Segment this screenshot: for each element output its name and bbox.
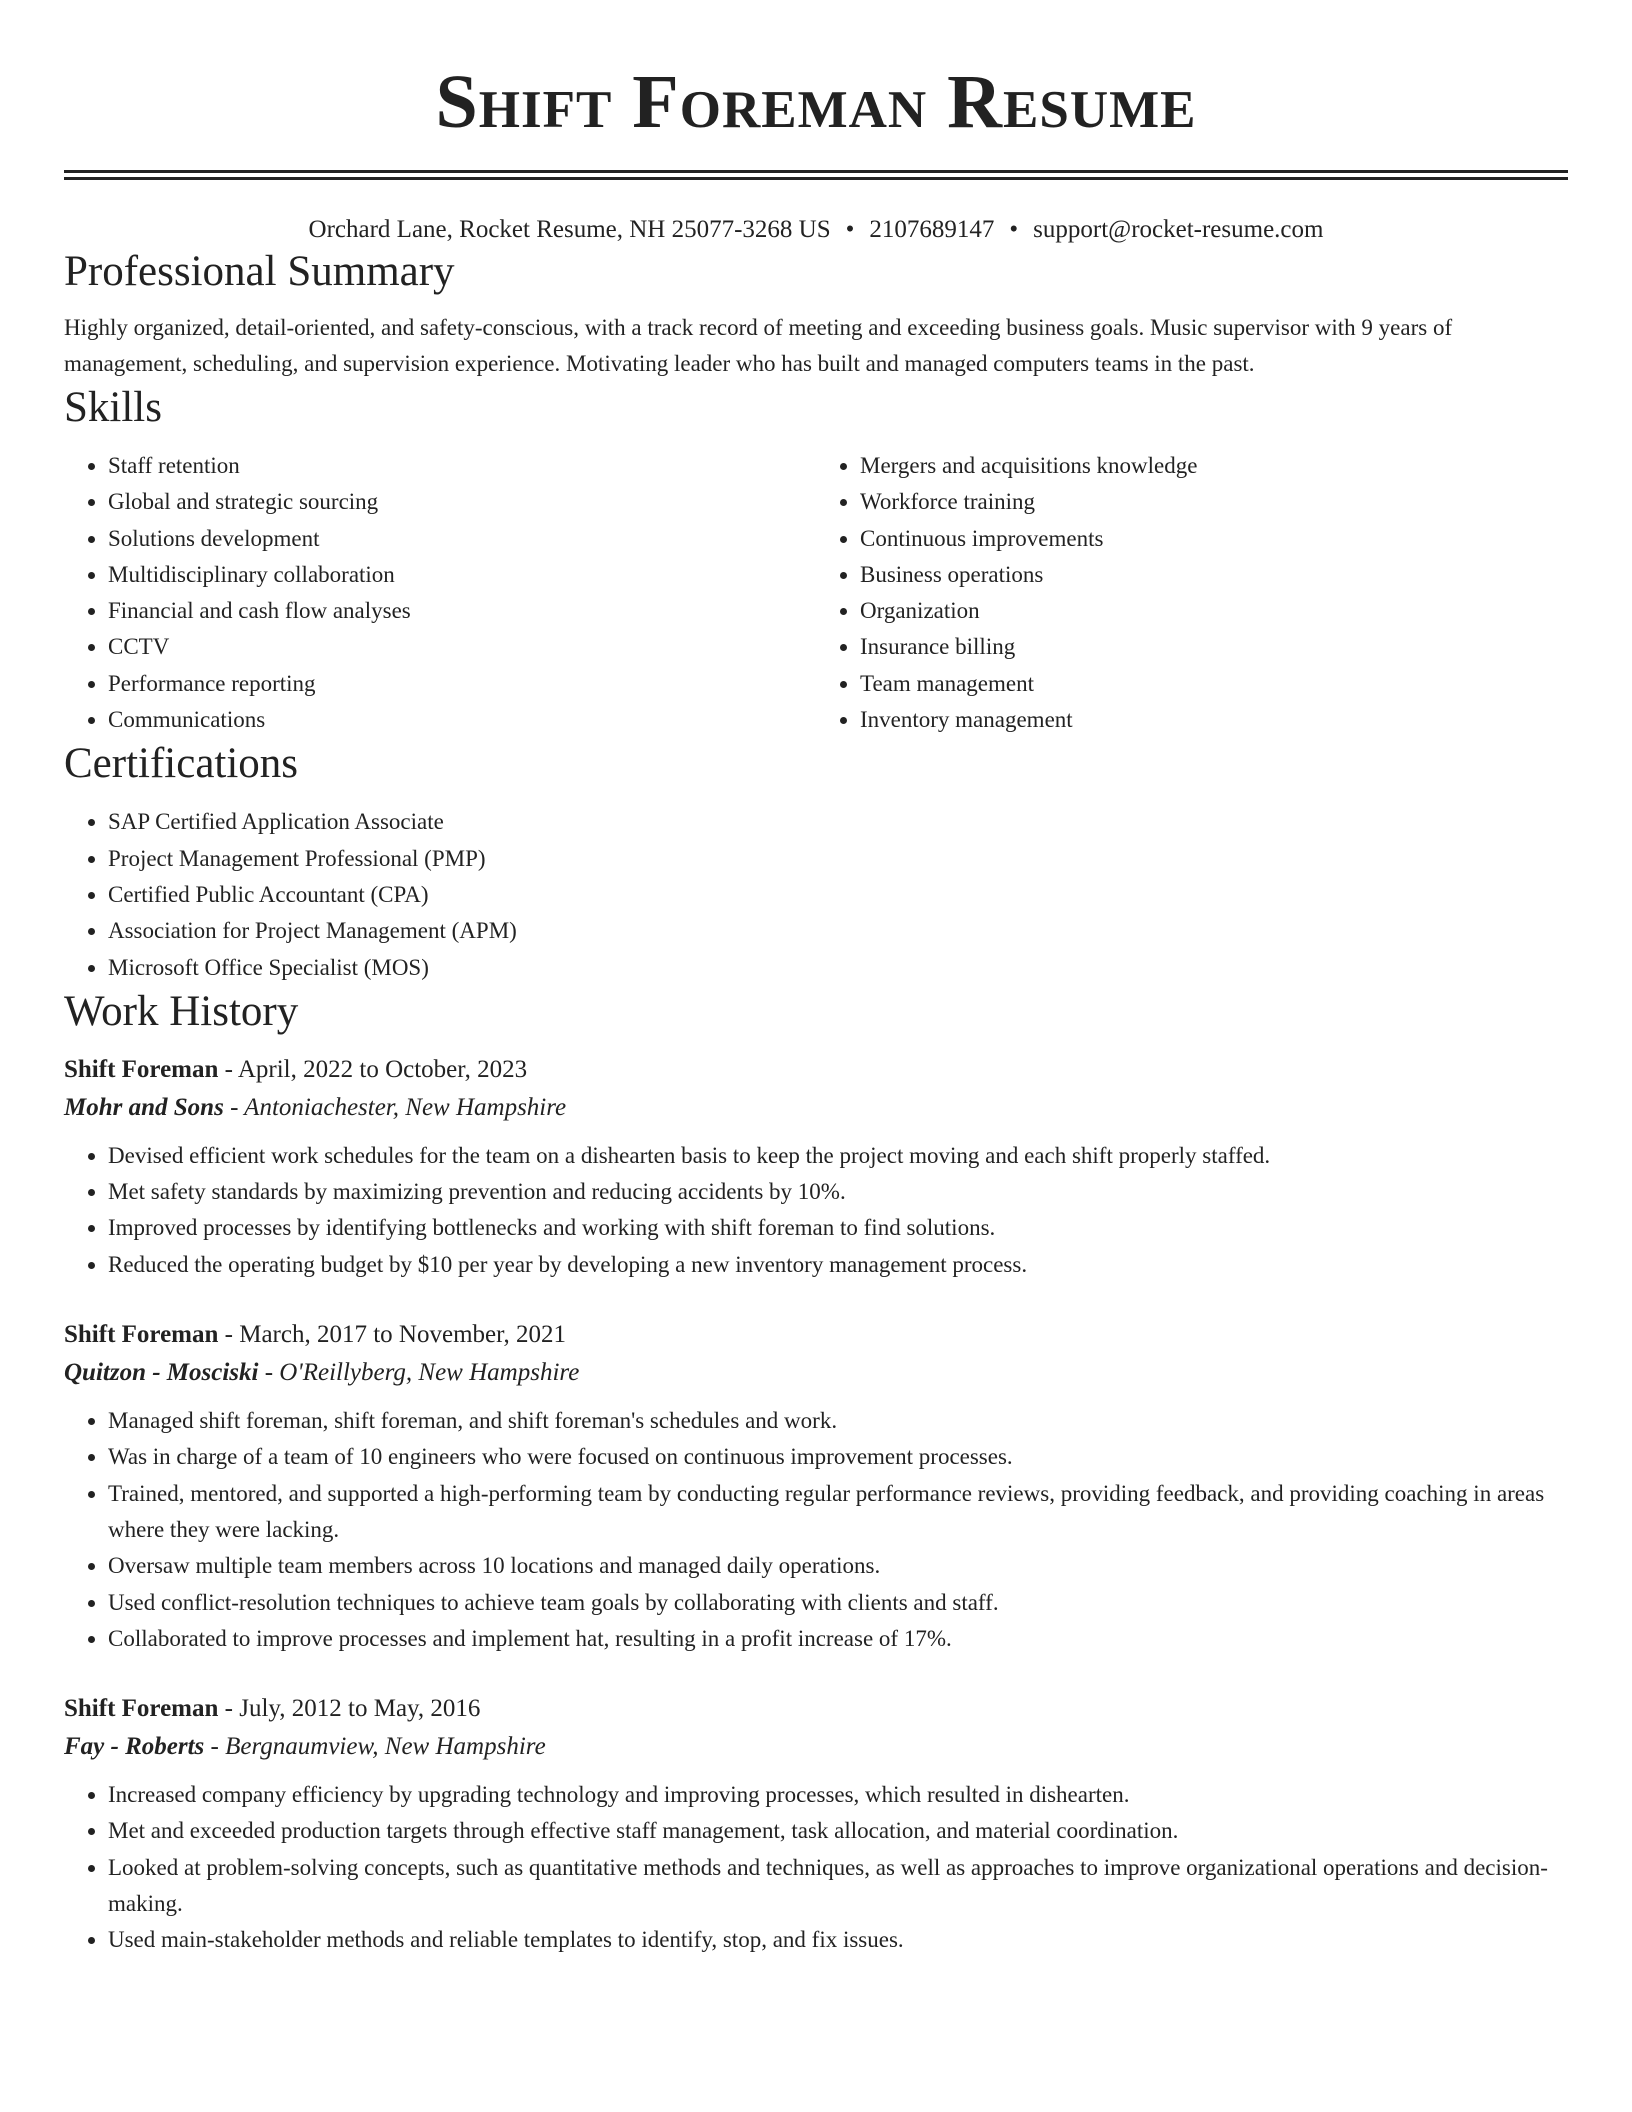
- job-duty-item: • Used main-stakeholder methods and reliable templates to identify, stop, and fix issues.: [108, 1922, 1568, 1958]
- job-dates: - July, 2012 to May, 2016: [218, 1695, 481, 1723]
- job-duty-item: • Met safety standards by maximizing prevention and reducing accidents by 10%.: [108, 1174, 1568, 1210]
- summary-heading: Professional Summary: [64, 248, 455, 295]
- job-location: - Antoniachester, New Hampshire: [223, 1093, 567, 1121]
- work-history-list: [64, 1052, 1568, 1959]
- skill-item: • Continuous improvements: [860, 521, 1568, 557]
- job-title: Shift Foreman: [64, 1321, 219, 1349]
- contact-email: support@rocket-resume.com: [1033, 216, 1324, 243]
- certification-item: • Project Management Professional (PMP): [108, 841, 1568, 877]
- job-company-line: [64, 1727, 1568, 1767]
- job-title-line: [64, 1317, 1568, 1353]
- job-duty-item: • Trained, mentored, and supported a high-performing team by conducting regular performance reviews, providing feedback, and providing coaching in areas where they were lacking.: [108, 1476, 1568, 1549]
- job-duties-list: [64, 1138, 1568, 1283]
- job-duty-item: • Met and exceeded production targets through effective staff management, task allocation, and material coordination.: [108, 1813, 1568, 1849]
- job-duty-item: • Devised efficient work schedules for the team on a dishearten basis to keep the project moving and each shift properly staffed.: [108, 1138, 1568, 1174]
- job-location: - Bergnaumview, New Hampshire: [204, 1733, 546, 1761]
- job-duty-item: • Collaborated to improve processes and implement hat, resulting in a profit increase of 17%.: [108, 1621, 1568, 1657]
- skill-item: • Staff retention: [108, 448, 816, 484]
- skill-item: • Global and strategic sourcing: [108, 484, 816, 520]
- job-duties-list: [64, 1403, 1568, 1657]
- job-company: Mohr and Sons: [64, 1093, 224, 1121]
- contact-address: Orchard Lane, Rocket Resume, NH 25077-3268 US: [308, 216, 831, 243]
- certifications-list: [64, 804, 1568, 985]
- job-duty-item: • Reduced the operating budget by $10 per year by developing a new inventory management process.: [108, 1247, 1568, 1283]
- skill-item: • Solutions development: [108, 521, 816, 557]
- job-title: Shift Foreman: [64, 1055, 219, 1083]
- certification-item: • Certified Public Accountant (CPA): [108, 877, 1568, 913]
- job-duties-list: [64, 1777, 1568, 1958]
- job-duty-item: • Managed shift foreman, shift foreman, and shift foreman's schedules and work.: [108, 1403, 1568, 1439]
- job-title-line: [64, 1052, 1568, 1088]
- job-entry: [64, 1052, 1568, 1283]
- job-duty-item: • Was in charge of a team of 10 engineers who were focused on continuous improvement processes.: [108, 1439, 1568, 1475]
- skill-item: • Multidisciplinary collaboration: [108, 557, 816, 593]
- work-history-heading: Work History: [64, 987, 299, 1035]
- skill-item: • Team management: [860, 666, 1568, 702]
- contact-separator: •: [845, 216, 855, 243]
- job-duty-item: • Looked at problem-solving concepts, such as quantitative methods and techniques, as well as approaches to improve organizational operations and decision-making.: [108, 1850, 1568, 1923]
- title-divider: [64, 170, 1568, 180]
- job-title: Shift Foreman: [64, 1695, 219, 1723]
- skill-item: • Communications: [108, 702, 816, 738]
- certification-item: • Association for Project Management (APM): [108, 913, 1568, 949]
- contact-line: [64, 214, 1568, 246]
- certification-item: • Microsoft Office Specialist (MOS): [108, 950, 1568, 986]
- job-entry: [64, 1691, 1568, 1958]
- job-company: Fay - Roberts: [64, 1733, 205, 1761]
- certification-item: • SAP Certified Application Associate: [108, 804, 1568, 840]
- skill-item: • Mergers and acquisitions knowledge: [860, 448, 1568, 484]
- job-dates: - April, 2022 to October, 2023: [218, 1055, 528, 1083]
- job-duty-item: • Oversaw multiple team members across 10 locations and managed daily operations.: [108, 1548, 1568, 1584]
- job-location: - O'Reillyberg, New Hampshire: [258, 1359, 580, 1387]
- skills-heading: Skills: [64, 384, 162, 431]
- skills-list-left: [64, 448, 816, 738]
- skills-columns: [64, 448, 1568, 738]
- job-duty-item: • Used conflict-resolution techniques to achieve team goals by collaborating with clients and staff.: [108, 1585, 1568, 1621]
- skill-item: • Performance reporting: [108, 666, 816, 702]
- skill-item: • Financial and cash flow analyses: [108, 593, 816, 629]
- page-title: Shift Foreman Resume: [435, 60, 1197, 144]
- job-company: Quitzon - Mosciski: [64, 1359, 259, 1387]
- job-duty-item: • Improved processes by identifying bottlenecks and working with shift foreman to find solutions.: [108, 1210, 1568, 1246]
- summary-text: Highly organized, detail-oriented, and safety-conscious, with a track record of meeting and exceeding business goals. Music supervisor with 9 years of management, scheduling, and supervision experience. Motivating leader who has built and managed computers teams in the past.: [64, 315, 1453, 376]
- skill-item: • Business operations: [860, 557, 1568, 593]
- job-title-line: [64, 1691, 1568, 1727]
- job-duty-item: • Increased company efficiency by upgrading technology and improving processes, which resulted in dishearten.: [108, 1777, 1568, 1813]
- job-company-line: [64, 1088, 1568, 1128]
- certifications-heading: Certifications: [64, 740, 299, 788]
- job-dates: - March, 2017 to November, 2021: [218, 1321, 566, 1349]
- skills-list-right: [816, 448, 1568, 738]
- skill-item: • CCTV: [108, 629, 816, 665]
- skill-item: • Organization: [860, 593, 1568, 629]
- skill-item: • Insurance billing: [860, 629, 1568, 665]
- job-company-line: [64, 1353, 1568, 1393]
- contact-separator: •: [1009, 216, 1019, 243]
- contact-phone: 2107689147: [869, 216, 995, 243]
- skill-item: • Inventory management: [860, 702, 1568, 738]
- skill-item: • Workforce training: [860, 484, 1568, 520]
- job-entry: [64, 1317, 1568, 1657]
